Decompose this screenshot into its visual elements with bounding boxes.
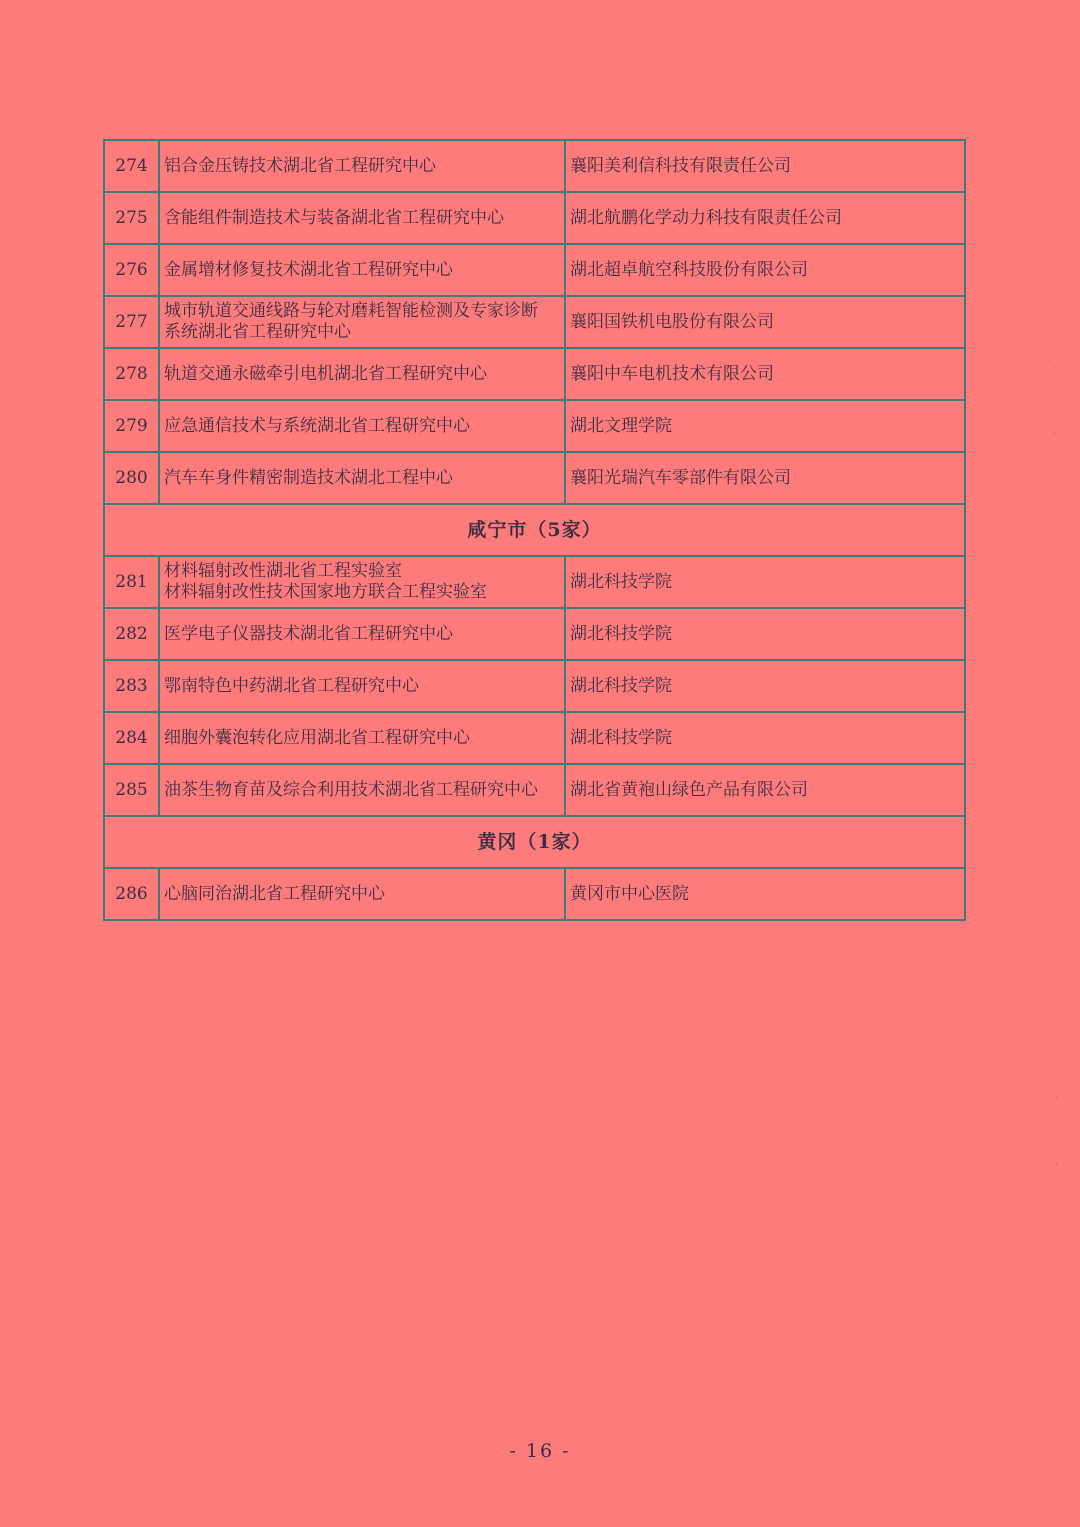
center-name-line: 铝合金压铸技术湖北省工程研究中心 <box>164 155 436 176</box>
table-row <box>104 556 965 608</box>
table-body <box>104 140 965 920</box>
table-row <box>104 192 965 244</box>
row-number: 279 <box>104 400 159 452</box>
center-name-cell <box>159 452 565 504</box>
organization-cell: 襄阳国铁机电股份有限公司 <box>565 296 965 348</box>
table-row <box>104 660 965 712</box>
table-row <box>104 140 965 192</box>
center-name-line: 金属增材修复技术湖北省工程研究中心 <box>164 259 453 280</box>
center-name-line: 城市轨道交通线路与轮对磨耗智能检测及专家诊断 <box>164 301 538 321</box>
center-name-cell <box>159 868 565 920</box>
center-name-cell <box>159 608 565 660</box>
table-row <box>104 296 965 348</box>
table-row <box>104 348 965 400</box>
scan-speck: · <box>1055 1160 1058 1170</box>
center-name-cell <box>159 192 565 244</box>
center-name-cell <box>159 556 565 608</box>
row-number: 283 <box>104 660 159 712</box>
project-table <box>103 139 966 921</box>
row-number: 280 <box>104 452 159 504</box>
organization-cell: 湖北科技学院 <box>565 556 965 608</box>
organization-cell: 湖北航鹏化学动力科技有限责任公司 <box>565 192 965 244</box>
table-row <box>104 608 965 660</box>
table-row <box>104 868 965 920</box>
table-row <box>104 712 965 764</box>
center-name-line: 轨道交通永磁牵引电机湖北省工程研究中心 <box>164 363 487 384</box>
row-number: 276 <box>104 244 159 296</box>
row-number: 282 <box>104 608 159 660</box>
center-name-line: 应急通信技术与系统湖北省工程研究中心 <box>164 415 470 436</box>
center-name-line: 细胞外囊泡转化应用湖北省工程研究中心 <box>164 727 470 748</box>
section-title: 咸宁市（5家） <box>104 504 965 556</box>
center-name-line: 鄂南特色中药湖北省工程研究中心 <box>164 675 419 696</box>
organization-cell: 湖北科技学院 <box>565 660 965 712</box>
organization-cell: 湖北科技学院 <box>565 712 965 764</box>
center-name-cell <box>159 140 565 192</box>
row-number: 274 <box>104 140 159 192</box>
organization-cell: 湖北科技学院 <box>565 608 965 660</box>
row-number: 284 <box>104 712 159 764</box>
table-row <box>104 452 965 504</box>
center-name-line: 材料辐射改性湖北省工程实验室 <box>164 561 402 581</box>
row-number: 277 <box>104 296 159 348</box>
center-name-line: 含能组件制造技术与装备湖北省工程研究中心 <box>164 207 504 228</box>
scan-speck: · <box>1053 430 1056 440</box>
scan-speck: · <box>1053 364 1056 374</box>
center-name-line: 心脑同治湖北省工程研究中心 <box>164 883 385 904</box>
organization-cell: 襄阳美利信科技有限责任公司 <box>565 140 965 192</box>
center-name-line: 油茶生物育苗及综合利用技术湖北省工程研究中心 <box>164 779 538 800</box>
section-header-row <box>104 816 965 868</box>
table-row <box>104 400 965 452</box>
organization-cell: 湖北省黄袍山绿色产品有限公司 <box>565 764 965 816</box>
scan-speck: · <box>1055 1094 1058 1104</box>
table-row <box>104 764 965 816</box>
section-header-row <box>104 504 965 556</box>
organization-cell: 湖北超卓航空科技股份有限公司 <box>565 244 965 296</box>
organization-cell: 湖北文理学院 <box>565 400 965 452</box>
organization-cell: 黄冈市中心医院 <box>565 868 965 920</box>
center-name-line: 系统湖北省工程研究中心 <box>164 322 351 342</box>
section-title: 黄冈（1家） <box>104 816 965 868</box>
center-name-cell <box>159 400 565 452</box>
center-name-cell <box>159 660 565 712</box>
row-number: 285 <box>104 764 159 816</box>
center-name-line: 汽车车身件精密制造技术湖北工程中心 <box>164 467 453 488</box>
row-number: 286 <box>104 868 159 920</box>
center-name-cell <box>159 712 565 764</box>
row-number: 281 <box>104 556 159 608</box>
organization-cell: 襄阳光瑞汽车零部件有限公司 <box>565 452 965 504</box>
row-number: 275 <box>104 192 159 244</box>
center-name-cell <box>159 764 565 816</box>
page-number: - 16 - <box>509 1440 571 1462</box>
center-name-line: 材料辐射改性技术国家地方联合工程实验室 <box>164 582 487 602</box>
organization-cell: 襄阳中车电机技术有限公司 <box>565 348 965 400</box>
center-name-cell <box>159 296 565 348</box>
row-number: 278 <box>104 348 159 400</box>
table-row <box>104 244 965 296</box>
center-name-line: 医学电子仪器技术湖北省工程研究中心 <box>164 623 453 644</box>
center-name-cell <box>159 244 565 296</box>
center-name-cell <box>159 348 565 400</box>
